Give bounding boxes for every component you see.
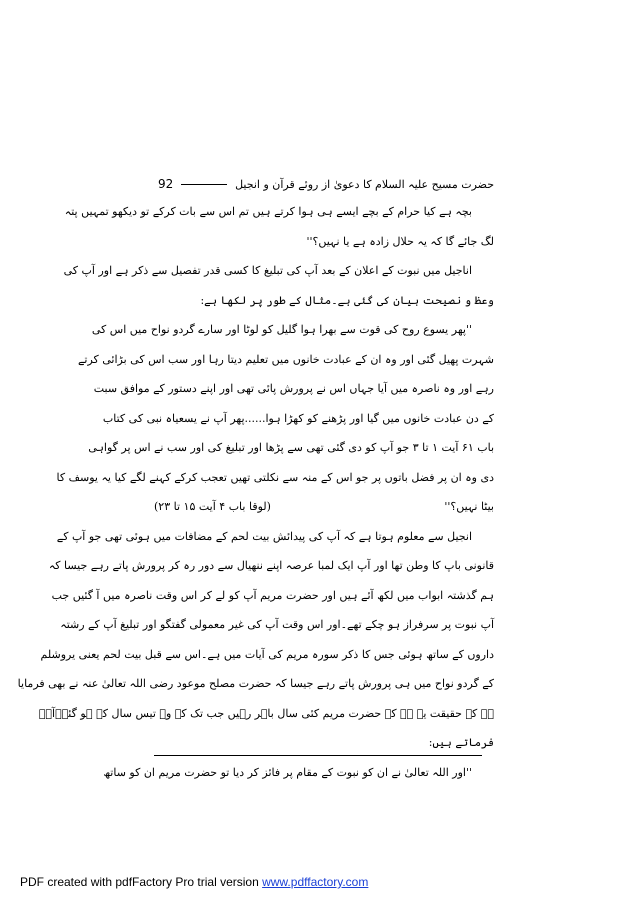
body-line: فرماتے ہیں: — [428, 736, 494, 749]
quote-line: باب ۶۱ آیت ۱ تا ۳ جو آپ کو دی گئی تھی سے پڑھا اور تبلیغ کی اور سب نے اس پر گواہی — [88, 441, 494, 454]
body-line: اناجیل میں نبوت کے اعلان کے بعد آپ کی تبلیغ کا کسی قدر تفصیل سے ذکر ہے اور آپ کی — [63, 264, 472, 277]
body-line: داروں کے ساتھ ہوئی جس کا ذکر سورہ مریم کی آیات میں ہے۔اس سے قبل بیت لحم یعنی یروشلم — [40, 647, 494, 661]
footer-link[interactable]: www.pdffactory.com — [262, 875, 369, 889]
body-line: ہم گذشتہ ابواب میں لکھ آئے ہیں اور حضرت مریم آپ کو لے کر اس وقت ناصرہ میں آ گئیں جب — [51, 588, 494, 602]
scripture-reference: (لوقا باب ۴ آیت ۱۵ تا ۲۳) — [154, 500, 271, 513]
body-line: وعظ و نصیحت بیان کی گئی ہے۔مثال کے طور پر لکھا ہے: — [200, 293, 494, 307]
footer-text: PDF created with pdfFactory Pro trial version — [20, 875, 263, 889]
quote-line: رہے اور وہ ناصرہ میں آیا جہاں اس نے پرورش پائی تھی اور اپنے دستور کے موافق سبت — [93, 382, 494, 395]
quote-line: دی وہ ان پر فضل باتوں پر جو اس کے منہ سے نکلتی تھیں تعجب کرکے کہنے لگے کیا یہ یوسف کا — [56, 470, 494, 484]
footnote-rule — [154, 755, 482, 756]
running-header — [158, 173, 494, 195]
body-line: انجیل سے معلوم ہوتا ہے کہ آپ کی پیدائش بیت لحم کے مضافات میں ہوئی تھی جو آپ کے — [56, 529, 472, 543]
quote-line: ''پھر یسوع روح کی قوت سے بھرا ہوا گلیل کو لوٹا اور سارے گردو نواح میں اس کی — [91, 323, 472, 336]
body-line: آپ نبوت پر سرفراز ہو چکے تھے۔اور اس وقت آپ کی غیر معمولی گفتگو اور تبلیغ آپ کے رشتہ — [60, 618, 494, 631]
quote-line: کے دن عبادت خانوں میں گیا اور پڑھنے کو کھڑا ہوا......پھر آپ نے یسعیاہ نبی کی کتاب — [102, 411, 494, 425]
quote-line: ''اور اللہ تعالیٰ نے ان کو نبوت کے مقام پر فائز کر دیا تو حضرت مریم ان کو ساتھ — [103, 765, 472, 779]
pdf-footer — [20, 875, 368, 889]
header-title: حضرت مسیح علیہ السلام کا دعویٰ از روئے قرآن و انجیل — [235, 177, 494, 191]
quote-line: شہرت پھیل گئی اور وہ ان کے عبادت خانوں میں تعلیم دیتا رہا اور سب اس کی بڑائی کرتے — [77, 352, 494, 366]
body-line: قانونی باپ کا وطن تھا اور آپ ایک لمبا عرصہ اپنے ننھیال سے دور رہ کر پرورش پاتے رہے جیسا کہ — [48, 559, 494, 572]
body-line: ہے کہ حقیقت یہ ہے کہ حضرت مریم کئی سال باہر رہیں جب تک کہ وہ تیس سال کے ہو گئے۔آپؑ — [38, 706, 494, 720]
quote-last-line — [154, 492, 494, 522]
quote-ending: بیٹا نہیں؟'' — [444, 500, 494, 513]
header-rule — [181, 184, 227, 185]
body-line: کے گردو نواح میں ہی پرورش پاتے رہے جیسا کہ حضرت مصلح موعود رضی اللہ تعالیٰ عنہ نے بھی فرمایا — [17, 677, 494, 690]
body-line: لگ جائے گا کہ یہ حلال زادہ ہے یا نہیں؟'' — [306, 234, 494, 248]
body-line: بچہ ہے کیا حرام کے بچے ایسے ہی ہوا کرتے ہیں تم اس سے بات کرکے تو دیکھو تمہیں پتہ — [64, 205, 472, 218]
page-body — [17, 197, 494, 787]
page-number: 92 — [158, 177, 174, 191]
